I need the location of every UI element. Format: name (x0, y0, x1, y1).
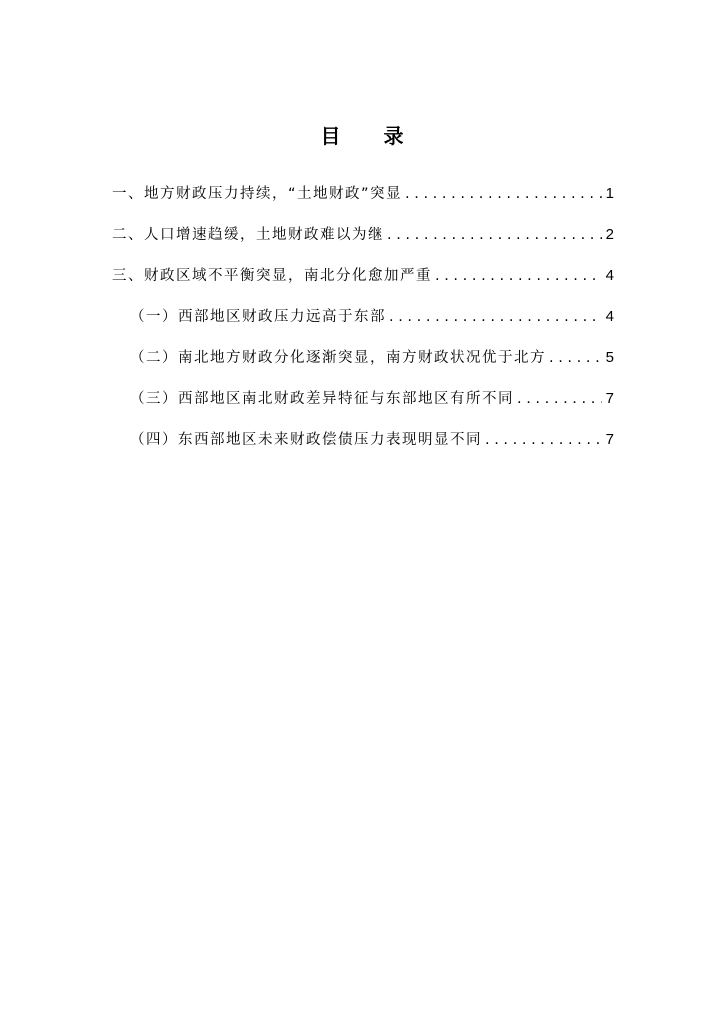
toc-entry-text: （三）西部地区南北财政差异特征与东部地区有所不同 (130, 391, 514, 407)
toc-entry-3-3[interactable] (112, 386, 614, 412)
toc-dot-leader (485, 427, 602, 453)
toc-page-number: 1 (605, 185, 614, 202)
toc-dot-leader (389, 304, 602, 330)
toc-entry-2[interactable] (112, 222, 614, 248)
toc-dot-leader (549, 345, 602, 371)
toc-entry-3[interactable] (112, 263, 614, 289)
toc-entry-text: 二、人口增速趋缓，土地财政难以为继 (112, 227, 384, 243)
toc-entry-text: （一）西部地区财政压力远高于东部 (130, 309, 386, 325)
toc-dot-leader (435, 263, 602, 289)
toc-entry-text: （二）南北地方财政分化逐渐突显，南方财政状况优于北方 (130, 350, 546, 366)
toc-entry-text: （四）东西部地区未来财政偿债压力表现明显不同 (130, 432, 482, 448)
toc-dot-leader (405, 181, 602, 207)
toc-entry-text: 一、地方财政压力持续，“土地财政”突显 (112, 186, 403, 202)
toc-entry-3-1[interactable] (112, 304, 614, 330)
toc-page-number: 7 (605, 390, 614, 407)
toc-entry-text: 三、财政区域不平衡突显，南北分化愈加严重 (112, 268, 432, 284)
toc-entry-3-4[interactable] (112, 427, 614, 453)
toc-dot-leader (517, 386, 602, 412)
toc-page-number: 5 (605, 349, 614, 366)
toc-entry-1[interactable] (112, 181, 614, 207)
toc-list (112, 181, 614, 468)
toc-page-number: 7 (605, 431, 614, 448)
toc-page-number: 4 (605, 308, 614, 325)
toc-title: 目 录 (320, 124, 422, 148)
toc-entry-3-2[interactable] (112, 345, 614, 371)
toc-page-number: 2 (605, 226, 614, 243)
toc-dot-leader (387, 222, 602, 248)
toc-page-number: 4 (605, 267, 614, 284)
